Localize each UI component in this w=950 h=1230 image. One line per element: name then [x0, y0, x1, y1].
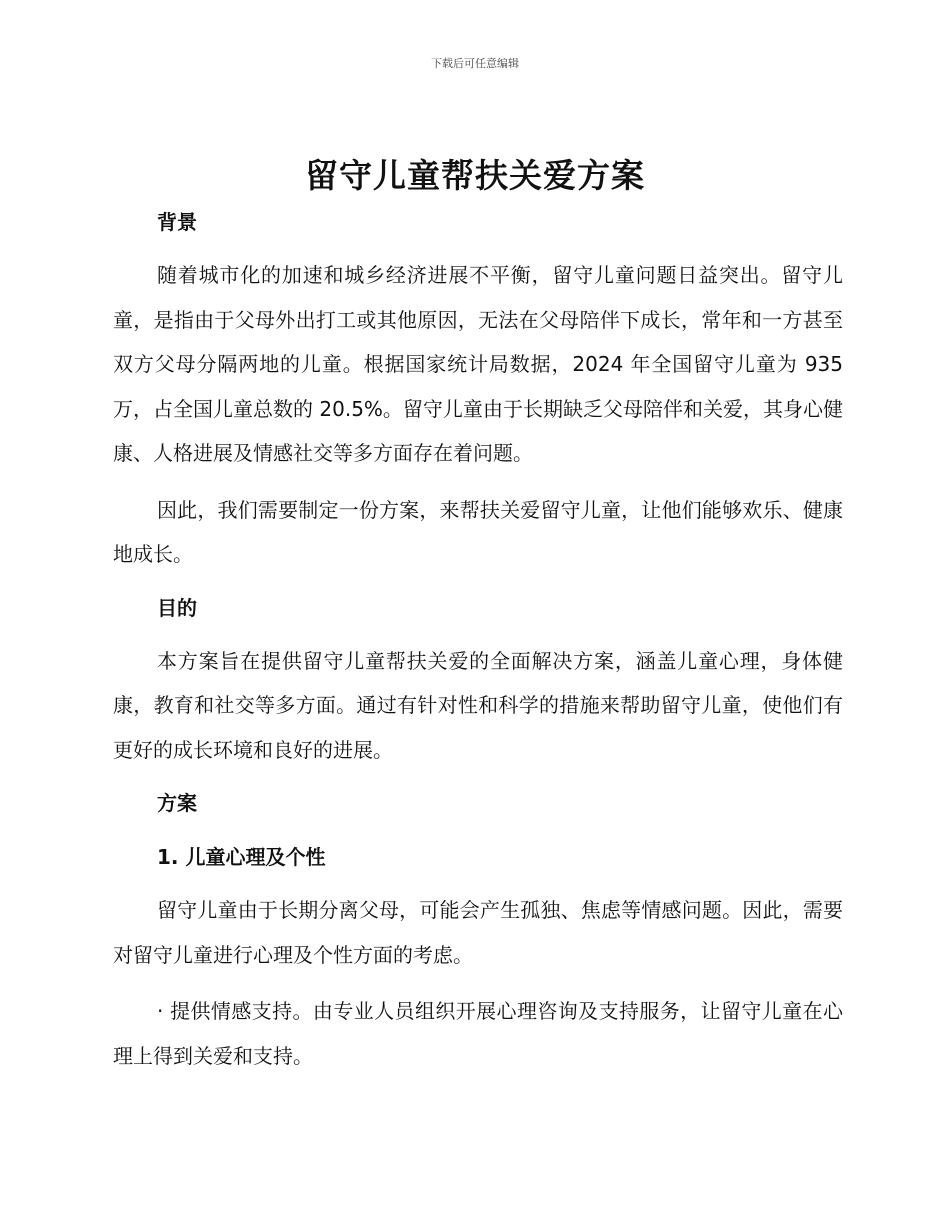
document-title: 留守儿童帮扶关爱方案 — [305, 156, 645, 195]
background-paragraph-1: 随着城市化的加速和城乡经济进展不平衡，留守儿童问题日益突出。留守儿童，是指由于父母外出打工或其他原因，无法在父母陪伴下成长，常年和一方甚至双方父母分隔两地的儿童。根据国家统计局数据，2024 年全国留守儿童为 935 万，占全国儿童总数的 20.5%。留守儿童由于长期缺乏父母陪伴和关爱，其身心健康、人格进展及情感社交等多方面存在着问题。 — [113, 263, 843, 465]
section-heading-plan: 方案 — [157, 791, 197, 815]
psychology-bullet-1: · 提供情感支持。由专业人员组织开展心理咨询及支持服务，让留守儿童在心理上得到关爱和支持。 — [113, 999, 843, 1068]
psychology-paragraph-1: 留守儿童由于长期分离父母，可能会产生孤独、焦虑等情感问题。因此，需要对留守儿童进行心理及个性方面的考虑。 — [113, 898, 843, 967]
background-paragraph-2: 因此，我们需要制定一份方案，来帮扶关爱留守儿童，让他们能够欢乐、健康地成长。 — [113, 497, 843, 566]
header-note: 下载后可任意编辑 — [431, 57, 519, 70]
purpose-paragraph-1: 本方案旨在提供留守儿童帮扶关爱的全面解决方案，涵盖儿童心理，身体健康，教育和社交等多方面。通过有针对性和科学的措施来帮助留守儿童，使他们有更好的成长环境和良好的进展。 — [113, 648, 843, 762]
section-heading-background: 背景 — [157, 210, 197, 234]
subsection-heading-psychology: 1. 儿童心理及个性 — [157, 845, 326, 869]
document-body — [113, 207, 843, 1078]
section-heading-purpose: 目的 — [157, 595, 197, 620]
